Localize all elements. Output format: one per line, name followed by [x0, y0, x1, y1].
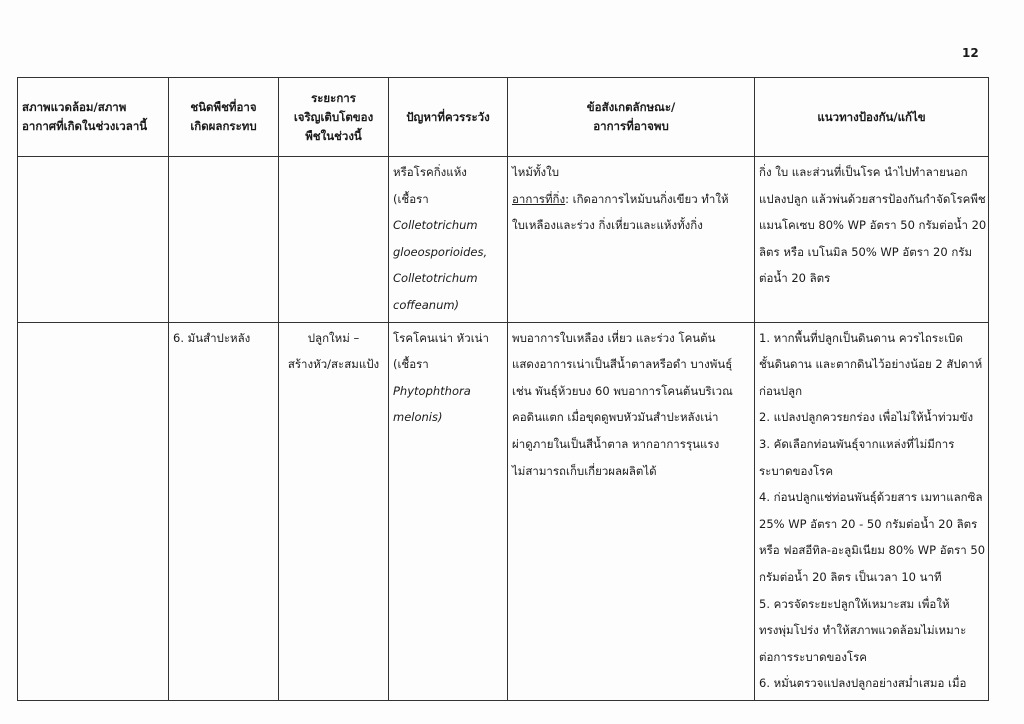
- environment-cell: [18, 157, 169, 323]
- symptom-label-branch: อาการที่กิ่ง: [512, 191, 566, 206]
- solution-cell: กิ่ง ใบ และส่วนที่เป็นโรค นำไปทำลายนอก แปลงปลูก แล้วพ่นด้วยสารป้องกันกำจัดโรคพืช แมนโคเซบ 80% WP อัตรา 50 กรัมต่อน้ำ 20 ลิตร หรือ เบโนมิล 50% WP อัตรา 20 กรัม ต่อน้ำ 20 ลิตร: [755, 157, 989, 323]
- problem-cell: โรคโคนเน่า หัวเน่า (เชื้อรา Phytophthora melonis): [389, 322, 508, 700]
- crop-cell: 6. มันสำปะหลัง: [169, 322, 279, 700]
- header-problem: ปัญหาที่ควรระวัง: [389, 78, 508, 157]
- header-environment: สภาพแวดล้อม/สภาพ อากาศที่เกิดในช่วงเวลานี้: [18, 78, 169, 157]
- advisory-table: [17, 77, 989, 701]
- problem-cell: หรือโรคกิ่งแห้ง (เชื้อรา Colletotrichum gloeosporioides, Colletotrichum coffeanum): [389, 157, 508, 323]
- environment-cell: [18, 322, 169, 700]
- header-solution: แนวทางป้องกัน/แก้ไข: [755, 78, 989, 157]
- growth-stage-cell: ปลูกใหม่ – สร้างหัว/สะสมแป้ง: [279, 322, 389, 700]
- header-growth-stage: ระยะการ เจริญเติบโตของ พืชในช่วงนี้: [279, 78, 389, 157]
- table-row: [18, 157, 989, 323]
- table-row: [18, 322, 989, 700]
- solution-cell: 1. หากพื้นที่ปลูกเป็นดินดาน ควรไถระเบิด ชั้นดินดาน และตากดินไว้อย่างน้อย 2 สัปดาห์ ก่อนปลูก 2. แปลงปลูกควรยกร่อง เพื่อไม่ให้น้ำท่วมขัง 3. คัดเลือกท่อนพันธุ์จากแหล่งที่ไม่มีการ ระบาดของโรค 4. ก่อนปลูกแช่ท่อนพันธุ์ด้วยสาร เมทาแลกซิล 25% WP อัตรา 20 - 50 กรัมต่อน้ำ 20 ลิตร หรือ ฟอสอีทิล-อะลูมิเนียม 80% WP อัตรา 50 กรัมต่อน้ำ 20 ลิตร เป็นเวลา 10 นาที 5. ควรจัดระยะปลูกให้เหมาะสม เพื่อให้ ทรงพุ่มโปร่ง ทำให้สภาพแวดล้อมไม่เหมาะ ต่อการระบาดของโรค 6. หมั่นตรวจแปลงปลูกอย่างสม่ำเสมอ เมื่อ: [755, 322, 989, 700]
- page-number: 12: [962, 46, 979, 60]
- header-symptom: ข้อสังเกตลักษณะ/ อาการที่อาจพบ: [508, 78, 755, 157]
- header-row: [18, 78, 989, 157]
- header-crop: ชนิดพืชที่อาจ เกิดผลกระทบ: [169, 78, 279, 157]
- symptom-cell: ไหม้ทั้งใบ อาการที่กิ่ง: เกิดอาการไหม้บนกิ่งเขียว ทำให้ ใบเหลืองและร่วง กิ่งเหี่ยวและแห้งทั้งกิ่ง: [508, 157, 755, 323]
- symptom-cell: พบอาการใบเหลือง เหี่ยว และร่วง โคนต้น แสดงอาการเน่าเป็นสีน้ำตาลหรือดำ บางพันธุ์ เช่น พันธุ์ห้วยบง 60 พบอาการโคนต้นบริเวณ คอดินแตก เมื่อขุดดูพบหัวมันสำปะหลังเน่า ผ่าดูภายในเป็นสีน้ำตาล หากอาการรุนแรง ไม่สามารถเก็บเกี่ยวผลผลิตได้: [508, 322, 755, 700]
- growth-stage-cell: [279, 157, 389, 323]
- crop-cell: [169, 157, 279, 323]
